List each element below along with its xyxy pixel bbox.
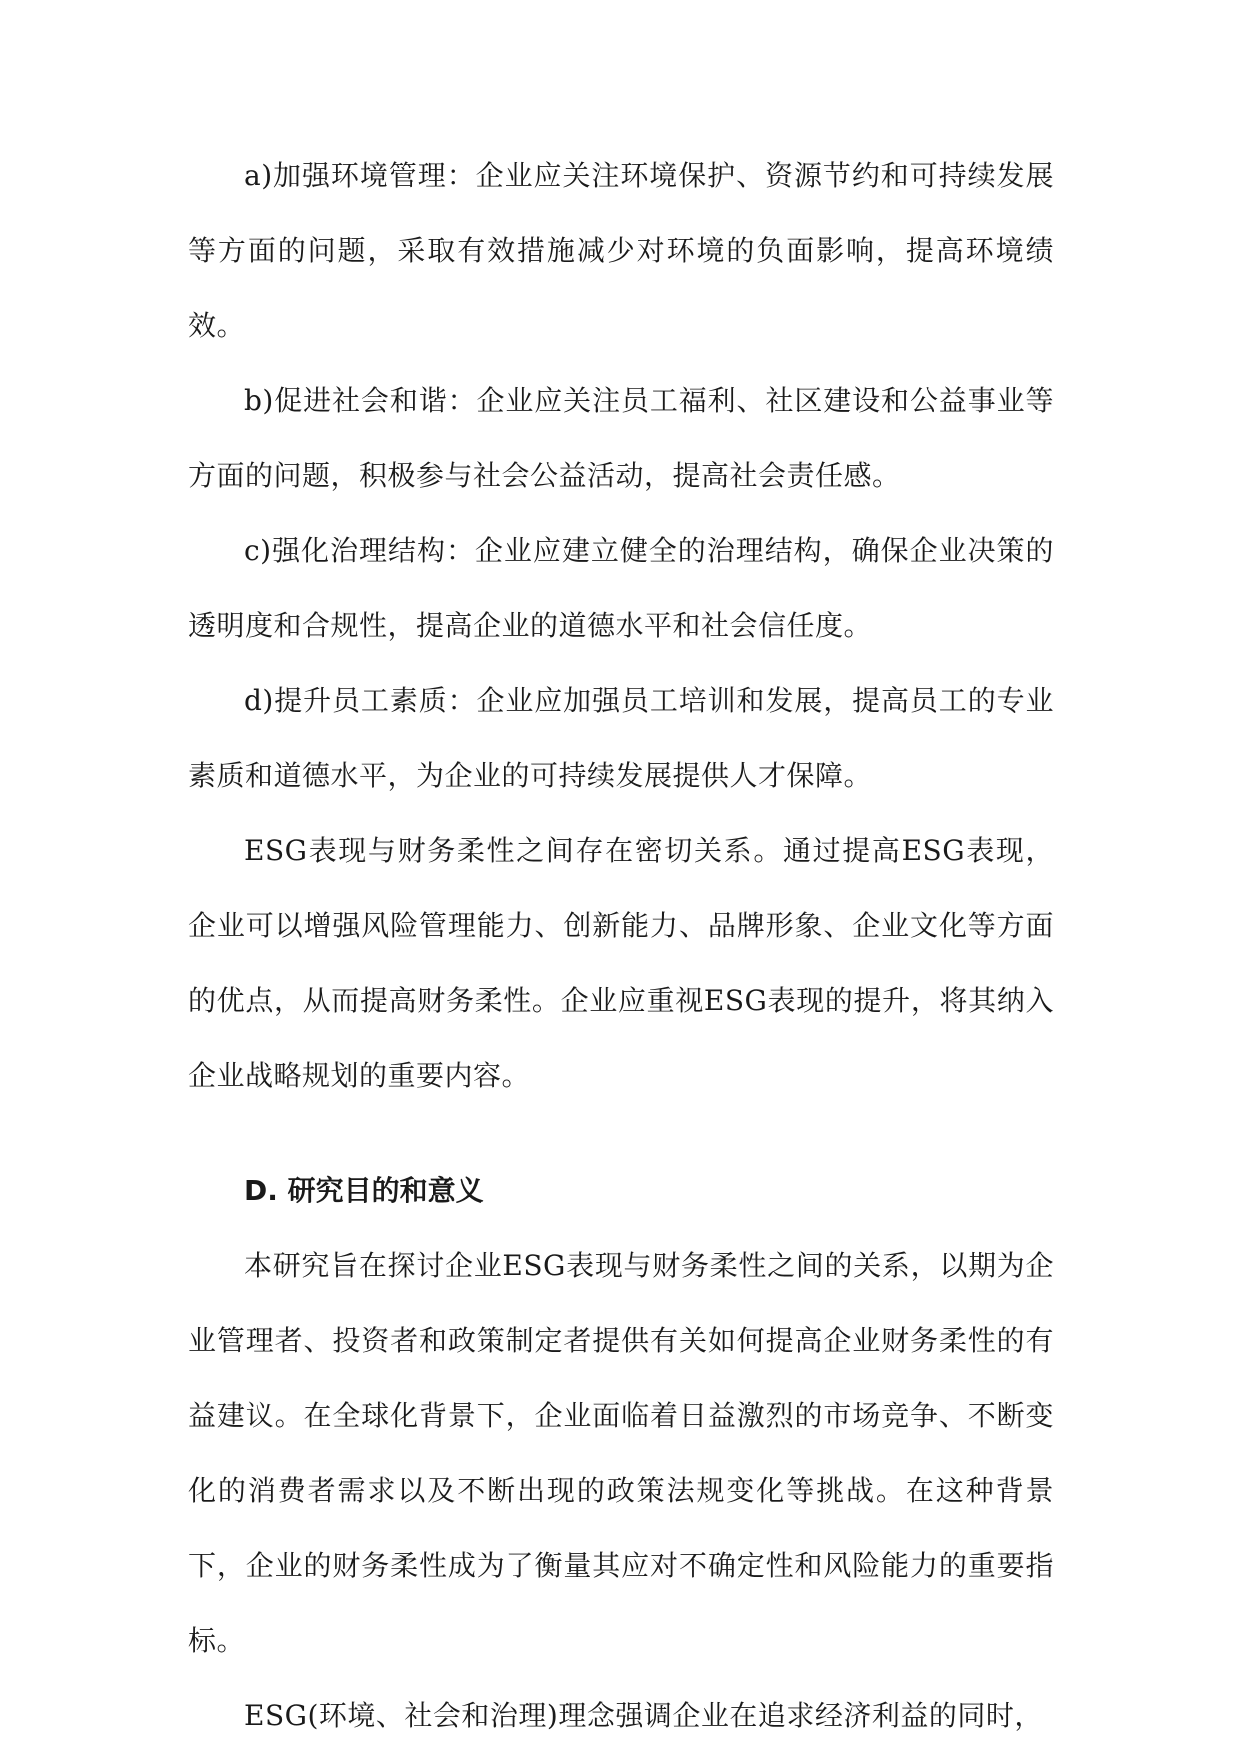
paragraph-research-purpose: 本研究旨在探讨企业ESG表现与财务柔性之间的关系，以期为企业管理者、投资者和政策制定者提供有关如何提高企业财务柔性的有益建议。在全球化背景下，企业面临着日益激烈的市场竞争、不断变化的消费者需求以及不断出现的政策法规变化等挑战。在这种背景下，企业的财务柔性成为了衡量其应对不确定性和风险能力的重要指标。 [188, 1249, 1054, 1657]
document-page [188, 138, 1054, 1753]
paragraph-esg-concept: ESG(环境、社会和治理)理念强调企业在追求经济利益的同时， [244, 1699, 1043, 1732]
paragraph-environment: a)加强环境管理：企业应关注环境保护、资源节约和可持续发展等方面的问题，采取有效措施减少对环境的负面影响，提高环境绩效。 [188, 159, 1054, 342]
paragraph-employee: d)提升员工素质：企业应加强员工培训和发展，提高员工的专业素质和道德水平，为企业的可持续发展提供人才保障。 [188, 684, 1054, 792]
paragraph-governance: c)强化治理结构：企业应建立健全的治理结构，确保企业决策的透明度和合规性，提高企业的道德水平和社会信任度。 [188, 534, 1054, 642]
paragraph-social: b)促进社会和谐：企业应关注员工福利、社区建设和公益事业等方面的问题，积极参与社会公益活动，提高社会责任感。 [188, 384, 1054, 492]
paragraph-esg-relation: ESG表现与财务柔性之间存在密切关系。通过提高ESG表现，企业可以增强风险管理能力、创新能力、品牌形象、企业文化等方面的优点，从而提高财务柔性。企业应重视ESG表现的提升，将其纳入企业战略规划的重要内容。 [188, 834, 1054, 1092]
section-heading: D. 研究目的和意义 [244, 1174, 484, 1207]
